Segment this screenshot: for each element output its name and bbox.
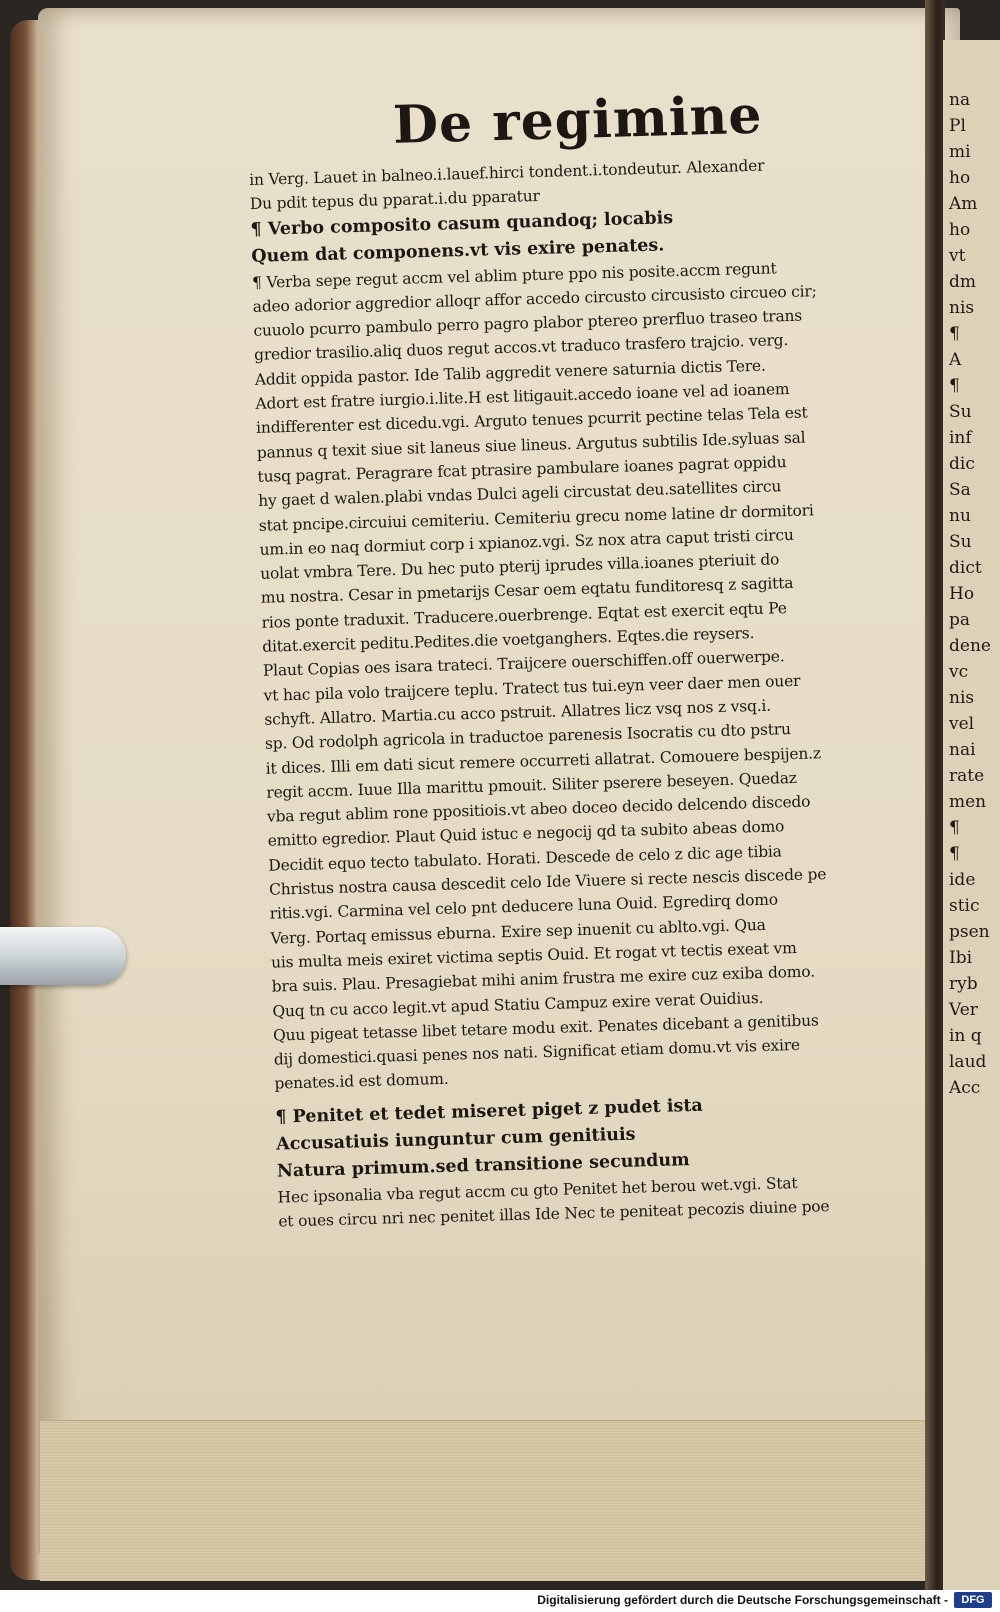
header-line: Du pdit tepus du pparat.i.du pparatur: [249, 187, 540, 214]
commentary-line: Quq tn cu acco legit.vt apud Statiu Campuz exire verat Ouidius.: [272, 988, 764, 1021]
commentary-line: vba regut ablim rone ppositiois.vt abeo doceo decido delcendo discedo: [266, 792, 811, 826]
facing-page-text: laud: [949, 1052, 987, 1072]
facing-page-text: Sa: [949, 480, 971, 500]
dfg-logo-icon: DFG: [954, 1592, 992, 1608]
facing-page-text: nu: [949, 506, 971, 526]
commentary-line: ¶ Verba sepe regut accm vel ablim pture ppo nis posite.accm regunt: [251, 258, 777, 292]
commentary-line: sp. Od rodolph agricola in traductoe parenesis Isocratis cu dto pstru: [264, 720, 791, 753]
facing-page-text: na: [949, 90, 971, 110]
facing-page-text: nis: [949, 298, 975, 318]
facing-page-text: dene: [949, 636, 991, 656]
facing-page-text: ¶: [949, 376, 960, 396]
facing-page-text: ryb: [949, 974, 978, 994]
running-head: De regimine: [392, 84, 764, 156]
facing-page-text: dic: [949, 454, 975, 474]
commentary-line: pannus q texit siue sit laneus siue lineus. Argutus subtilis Ide.syluas sal: [256, 428, 806, 462]
facing-page-text: vel: [949, 714, 975, 734]
commentary-line: Christus nostra causa descedit celo Ide Viuere si recte nescis discede pe: [268, 865, 827, 899]
facing-page-text: dm: [949, 272, 977, 292]
commentary-line: stat pncipe.circuiui cemiteriu. Cemiteriu grecu nome latine dr dormitori: [258, 500, 814, 535]
facing-page-text: ide: [949, 870, 976, 890]
verse-line: ¶ Penitet et tedet miseret piget z pudet ista: [275, 1095, 703, 1128]
facing-page-text: ho: [949, 220, 971, 240]
footer-bar: [0, 1590, 1000, 1612]
commentary-1: [252, 253, 895, 1096]
facing-page-text: ¶: [949, 324, 960, 344]
commentary-line: et oues circu nri nec penitet illas Ide Nec te peniteat pecozis diuine poe: [278, 1197, 830, 1231]
facing-page-text: inf: [949, 428, 972, 448]
facing-page-text: psen: [949, 922, 990, 942]
page-clip: [0, 927, 126, 985]
commentary-line: regit accm. Iuue Illa marittu pmouit. Siliter pserere beseyen. Quedaz: [266, 768, 797, 802]
page-text-block: [247, 83, 898, 1234]
verse-line: Accusatiuis iunguntur cum genitiuis: [275, 1124, 636, 1155]
book-gutter: [925, 0, 945, 1590]
commentary-line: dij domestici.quasi penes nos nati. Significat etiam domu.vt vis exire: [273, 1036, 801, 1069]
commentary-line: Quu pigeat tetasse libet tetare modu exit. Penates dicebant a genitibus: [272, 1011, 819, 1045]
facing-page-text: in q: [949, 1026, 982, 1046]
commentary-line: rios ponte traduxit. Traducere.ouerbrenge. Eqtat est exercit eqtu Pe: [261, 598, 787, 632]
verse-line: Natura primum.sed transitione secundum: [276, 1149, 690, 1182]
facing-page-text: nai: [949, 740, 976, 760]
commentary-line: um.in eo naq dormiut corp i xpianoz.vgi. Sz nox atra caput tristi circu: [259, 525, 794, 559]
commentary-line: uis multa meis exiret victima septis Ouid. Et rogat vt tectis exeat vm: [270, 938, 797, 972]
commentary-line: Verg. Portaq emissus eburna. Exire sep inuenit cu ablto.vgi. Qua: [270, 915, 766, 948]
commentary-line: indifferenter est dicedu.vgi. Arguto tenues pcurrit pectine telas Tela est: [255, 403, 808, 438]
facing-page-text: Ibi: [949, 948, 973, 968]
facing-page-text: stic: [949, 896, 980, 916]
facing-page-text: Pl: [949, 116, 966, 136]
facing-page-text: Ver: [949, 1000, 978, 1020]
facing-page-text: Acc: [949, 1078, 981, 1098]
commentary-line: adeo adorior aggredior alloqr affor accedo circusto circusisto circueo cir;: [252, 282, 817, 316]
commentary-line: mu nostra. Cesar in pmetarijs Cesar oem eqtatu funditoresq z sagitta: [260, 574, 794, 608]
page-stack-edge: [40, 1420, 940, 1581]
facing-page-text: nis: [949, 688, 975, 708]
commentary-line: hy gaet d walen.plabi vndas Dulci ageli circustat deu.satellites circu: [257, 477, 782, 511]
commentary-line: penates.id est domum.: [274, 1070, 449, 1094]
facing-page-text: ¶: [949, 844, 960, 864]
facing-page-text: pa: [949, 610, 971, 630]
verse-line: Quem dat componens.vt vis exire penates.: [251, 235, 665, 267]
commentary-line: emitto egredior. Plaut Quid istuc e negocij qd ta subito abeas domo: [267, 817, 785, 851]
verse-line: ¶ Verbo composito casum quandoq; locabis: [250, 207, 674, 240]
commentary-line: Hec ipsonalia vba regut accm cu gto Penitet het berou wet.vgi. Stat: [277, 1173, 798, 1207]
commentary-line: ditat.exercit peditu.Pedites.die voetganghers. Eqtes.die reysers.: [262, 624, 755, 656]
facing-page-text: Su: [949, 532, 972, 552]
facing-page-text: A: [949, 350, 962, 370]
facing-page-text: ho: [949, 168, 971, 188]
facing-page-text: vc: [949, 662, 969, 682]
footer-credit: Digitalisierung gefördert durch die Deutsche Forschungsgemeinschaft -: [537, 1593, 948, 1607]
commentary-line: bra suis. Plau. Presagiebat mihi anim frustra me exire cuz exiba domo.: [271, 962, 816, 996]
commentary-line: schyft. Allatro. Martia.cu acco pstruit. Allatres licz vsq nos z vsq.i.: [264, 696, 772, 729]
commentary-line: Plaut Copias oes isara trateci. Traijcere ouerschiffen.off ouerwerpe.: [262, 647, 785, 681]
facing-page-text: Ho: [949, 584, 975, 604]
facing-page-text: men: [949, 792, 987, 812]
facing-page-text: Am: [949, 194, 978, 214]
facing-page-text: ¶: [949, 818, 960, 838]
facing-page-text: dict: [949, 558, 982, 578]
commentary-line: vt hac pila volo traijcere teplu. Tratect tus tui.eyn veer daer men ouer: [263, 671, 801, 705]
commentary-line: ritis.vgi. Carmina vel celo pnt deducere luna Ouid. Egredirq domo: [269, 890, 779, 923]
commentary-line: Decidit equo tecto tabulato. Horati. Descede de celo z dic age tibia: [268, 842, 782, 875]
commentary-line: Adort est fratre iurgio.i.lite.H est litigauit.accedo ioane vel ad ioanem: [255, 380, 790, 413]
facing-page-fragment: [943, 40, 1000, 1590]
facing-page-text: mi: [949, 142, 971, 162]
commentary-line: gredior trasilio.aliq duos regut accos.vt traduco trasfero trajcio. verg.: [253, 331, 789, 365]
facing-page-text: rate: [949, 766, 985, 786]
commentary-line: cuuolo pcurro pambulo perro pagro plabor ptereo prerfluo traseo trans: [253, 306, 803, 341]
commentary-line: it dices. Illi em dati sicut remere occurreti allatrat. Comouere bespijen.z: [265, 743, 822, 778]
facing-page-text: vt: [949, 246, 966, 266]
commentary-line: Addit oppida pastor. Ide Talib aggredit venere saturnia dictis Tere.: [254, 356, 766, 389]
commentary-line: uolat vmbra Tere. Du hec puto pterij iprudes villa.ioanes pteriuit do: [259, 550, 780, 583]
header-line: in Verg. Lauet in balneo.i.lauef.hirci tondent.i.tondeutur. Alexander: [248, 156, 765, 189]
facing-page-text: Su: [949, 402, 972, 422]
commentary-line: tusq pagrat. Peragrare fcat ptrasire pambulare ioanes pagrat oppidu: [257, 453, 787, 486]
